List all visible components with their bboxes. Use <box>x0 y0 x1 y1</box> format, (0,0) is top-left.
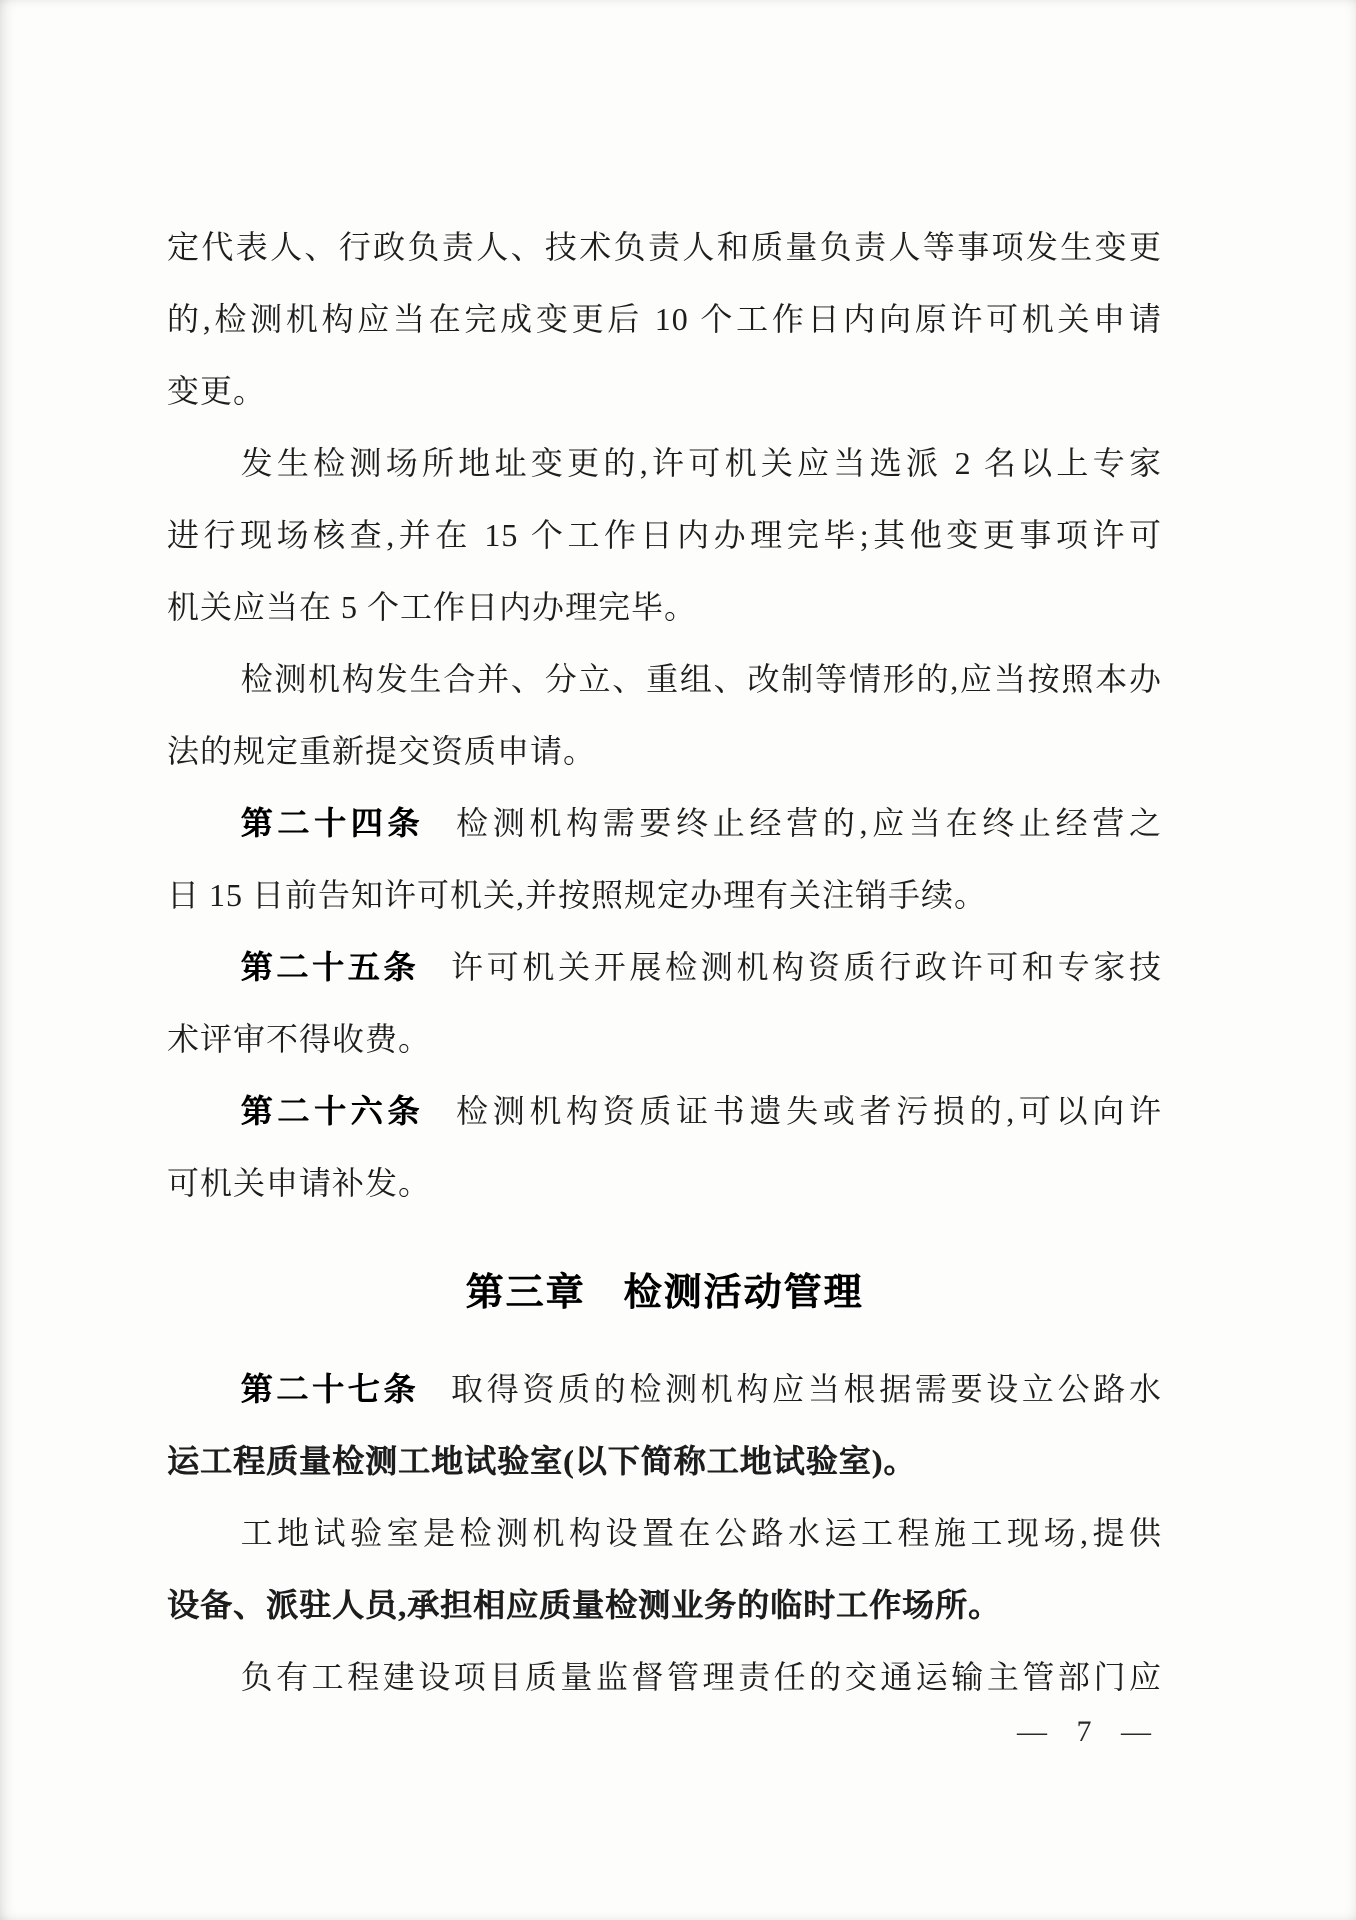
text-line <box>167 1003 1162 1075</box>
chapter-number: 第三章 <box>465 1272 586 1314</box>
line-text: 许可机关开展检测机构资质行政许可和专家技 <box>451 949 1162 985</box>
line-text: 检测机构需要终止经营的,应当在终止经营之 <box>456 805 1162 841</box>
article-number: 第二十五条 <box>240 949 420 985</box>
line-text: 可机关申请补发。 <box>167 1165 432 1201</box>
text-line <box>167 499 1162 571</box>
text-line <box>167 211 1162 283</box>
text-line <box>167 643 1162 715</box>
text-line <box>167 1425 1162 1497</box>
chapter-heading <box>167 1257 1162 1329</box>
article-number: 第二十四条 <box>240 805 425 841</box>
text-line <box>167 571 1162 643</box>
line-text: 发生检测场所地址变更的,许可机关应当选派 2 名以上专家 <box>240 445 1162 481</box>
line-text: 日 15 日前告知许可机关,并按照规定办理有关注销手续。 <box>167 877 988 913</box>
text-line <box>167 715 1162 787</box>
text-column <box>167 211 1162 1713</box>
text-line <box>167 1497 1162 1569</box>
line-text: 机关应当在 5 个工作日内办理完毕。 <box>167 589 698 625</box>
line-text: 法的规定重新提交资质申请。 <box>167 733 597 769</box>
text-line <box>167 1569 1162 1641</box>
text-line <box>167 427 1162 499</box>
text-line <box>167 1353 1162 1425</box>
page-number: — 7 — <box>1017 1715 1156 1748</box>
line-text: 定代表人、行政负责人、技术负责人和质量负责人等事项发生变更 <box>167 229 1162 265</box>
line-text: 工地试验室是检测机构设置在公路水运工程施工现场,提供 <box>240 1515 1162 1551</box>
line-text: 检测机构发生合并、分立、重组、改制等情形的,应当按照本办 <box>240 661 1162 697</box>
line-text: 进行现场核查,并在 15 个工作日内办理完毕;其他变更事项许可 <box>167 517 1162 553</box>
text-line <box>167 1147 1162 1219</box>
chapter-title: 检测活动管理 <box>623 1272 864 1314</box>
text-line <box>167 859 1162 931</box>
text-line <box>167 1641 1162 1713</box>
text-line <box>167 787 1162 859</box>
line-text: 的,检测机构应当在完成变更后 10 个工作日内向原许可机关申请 <box>167 301 1162 337</box>
text-line <box>167 1075 1162 1147</box>
article-number: 第二十六条 <box>240 1093 425 1129</box>
line-text: 检测机构资质证书遗失或者污损的,可以向许 <box>456 1093 1162 1129</box>
line-text: 取得资质的检测机构应当根据需要设立公路水 <box>451 1371 1162 1407</box>
text-line <box>167 355 1162 427</box>
article-number: 第二十七条 <box>240 1371 420 1407</box>
line-text: 设备、派驻人员,承担相应质量检测业务的临时工作场所。 <box>167 1587 1002 1623</box>
text-line <box>167 283 1162 355</box>
line-text: 变更。 <box>167 373 267 409</box>
line-text: 负有工程建设项目质量监督管理责任的交通运输主管部门应 <box>240 1659 1162 1695</box>
line-text: 运工程质量检测工地试验室(以下简称工地试验室)。 <box>167 1443 917 1479</box>
text-line <box>167 931 1162 1003</box>
line-text: 术评审不得收费。 <box>167 1021 432 1057</box>
